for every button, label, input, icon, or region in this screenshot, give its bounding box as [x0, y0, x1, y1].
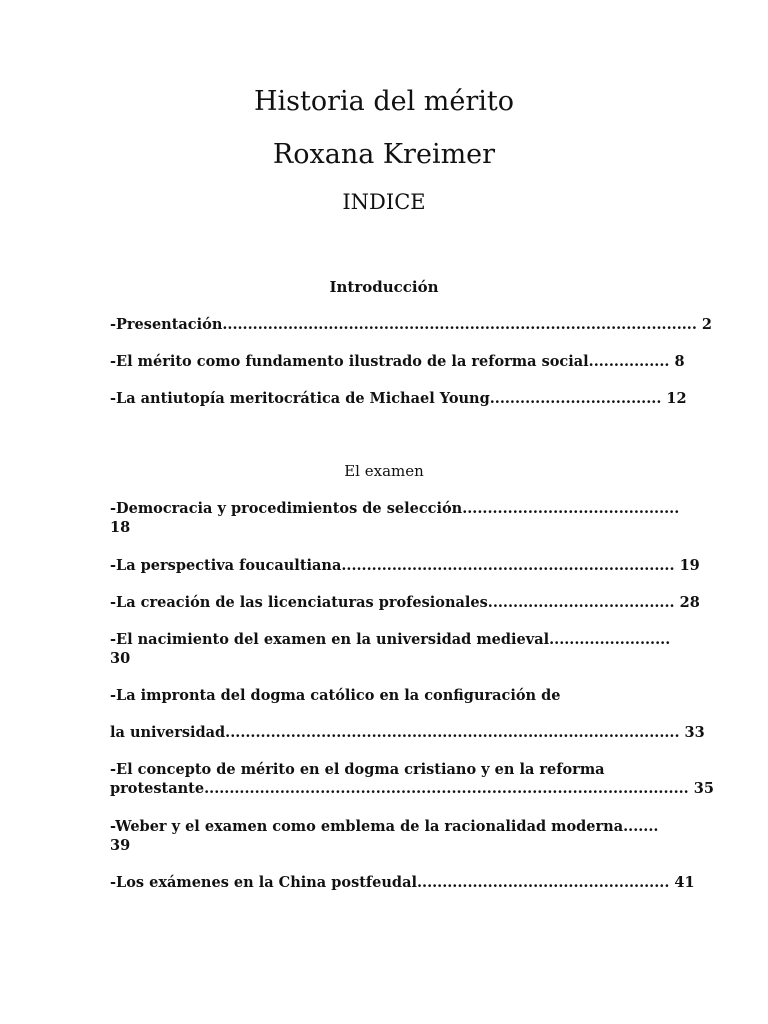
- toc-entry-page: 39: [110, 837, 131, 854]
- toc-entry: -La creación de las licenciaturas profesionales..................................... 28: [110, 594, 700, 611]
- toc-entry: -La antiutopía meritocrática de Michael Young.................................. 12: [110, 390, 687, 407]
- toc-entry-page: 30: [110, 650, 131, 667]
- toc-entry: -La perspectiva foucaultiana.................................................................. 19: [110, 557, 700, 574]
- toc-entry: la universidad.......................................................................................... 33: [110, 724, 705, 741]
- index-heading: INDICE: [342, 190, 426, 214]
- toc-entry: -La impronta del dogma católico en la configuración de: [110, 687, 561, 704]
- toc-entry: [110, 499, 680, 537]
- toc-entry: [110, 817, 670, 855]
- toc-entry: -Presentación.............................................................................................. 2: [110, 316, 713, 333]
- book-title: Historia del mérito: [253, 86, 515, 117]
- toc-entry-line: -Democracia y procedimientos de selección...........................................: [110, 500, 680, 517]
- toc-entry-page: 18: [110, 519, 131, 536]
- toc-entry: [110, 760, 714, 798]
- toc-entry: [110, 630, 670, 668]
- toc-entry-line: -Weber y el examen como emblema de la racionalidad moderna.......: [110, 818, 659, 835]
- author-name: Roxana Kreimer: [272, 139, 496, 170]
- section-heading-introduccion: Introducción: [329, 278, 439, 296]
- toc-entry-line: protestante................................................................................................ 35: [110, 780, 714, 797]
- toc-entry-line: -El concepto de mérito en el dogma cristiano y en la reforma: [110, 761, 605, 778]
- toc-entry: -El mérito como fundamento ilustrado de la reforma social................ 8: [110, 353, 685, 370]
- section-heading-el-examen: El examen: [344, 462, 424, 480]
- toc-entry-line: -El nacimiento del examen en la universidad medieval........................: [110, 631, 671, 648]
- toc-entry: -Los exámenes en la China postfeudal.................................................. 41: [110, 874, 695, 891]
